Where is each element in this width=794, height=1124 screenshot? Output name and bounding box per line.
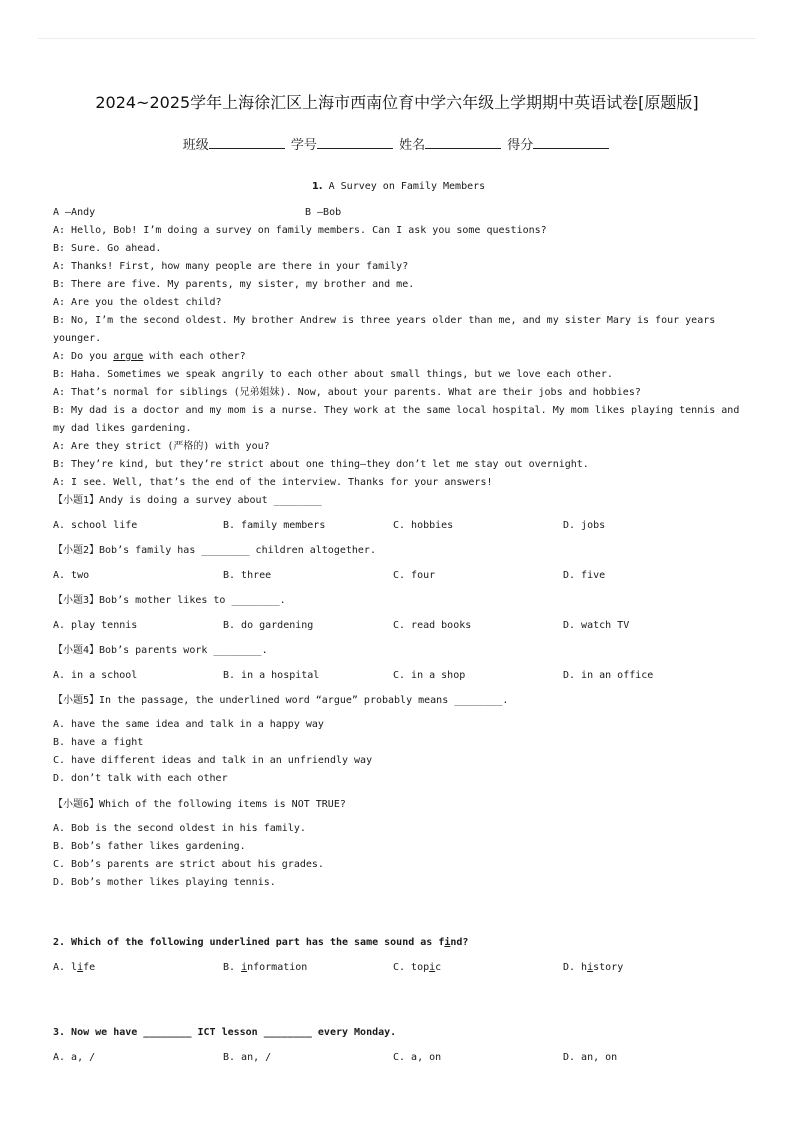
answer-option[interactable]: D. an, on	[563, 1052, 618, 1063]
dialogue	[53, 222, 744, 492]
answer-option[interactable]: B. an, /	[223, 1052, 272, 1063]
answer-option[interactable]: C. read books	[393, 620, 472, 631]
answer-option[interactable]: C. four	[393, 570, 436, 581]
underlined-text: i	[587, 962, 594, 973]
answer-option[interactable]: A. school life	[53, 520, 138, 531]
underlined-text: i	[444, 937, 451, 948]
section2-question: 2. Which of the following underlined part has the same sound as find?	[53, 937, 469, 948]
dialogue-line: B: There are five. My parents, my sister, my brother and me.	[53, 279, 415, 290]
info-label-class: 班级	[182, 138, 209, 153]
page-title: 2024~2025学年上海徐汇区上海市西南位育中学六年级上学期期中英语试卷[原题版]	[95, 93, 699, 112]
answer-option[interactable]: B. have a fight	[53, 737, 144, 748]
question-2-options	[53, 567, 744, 585]
dialogue-line: B: My dad is a doctor and my mom is a nurse. They work at the same local hospital. My mom likes playing tennis and my dad likes gardening.	[53, 405, 740, 434]
answer-option[interactable]: C. in a shop	[393, 670, 466, 681]
answer-option[interactable]: B. family members	[223, 520, 326, 531]
answer-option[interactable]: A. Bob is the second oldest in his family.	[53, 823, 306, 834]
answer-option[interactable]: A. two	[53, 570, 90, 581]
section1-number: 1.	[311, 181, 323, 192]
answer-option[interactable]: A. in a school	[53, 670, 138, 681]
answer-option[interactable]: D. watch TV	[563, 620, 630, 631]
question-1: 【小题1】Andy is doing a survey about ________	[53, 495, 322, 506]
underlined-text: argue	[113, 351, 144, 362]
dialogue-line: B: Haha. Sometimes we speak angrily to each other about small things, but we love each other.	[53, 369, 613, 380]
answer-option[interactable]: B. in a hospital	[223, 670, 320, 681]
question-3: 【小题3】Bob’s mother likes to ________.	[53, 595, 286, 606]
section1-title	[53, 178, 744, 196]
dialogue-line: A: That’s normal for siblings (兄弟姐妹). Now, about your parents. What are their jobs and hobbies?	[53, 387, 641, 398]
role-b: B —Bob	[305, 207, 342, 218]
question-3-options	[53, 617, 744, 635]
question-4-options	[53, 667, 744, 685]
question-1-options	[53, 517, 744, 535]
question-4: 【小题4】Bob’s parents work ________.	[53, 645, 268, 656]
student-info-bar	[0, 134, 794, 153]
dialogue-line: A: Do you argue with each other?	[53, 351, 246, 362]
answer-option[interactable]: A. life	[53, 962, 96, 973]
answer-option[interactable]: B. three	[223, 570, 272, 581]
name-blank[interactable]	[425, 136, 501, 149]
section3	[53, 1024, 744, 1067]
info-label-score: 得分	[507, 138, 534, 153]
dialogue-line: B: No, I’m the second oldest. My brother Andrew is three years older than me, and my sister Mary is four years younger.	[53, 315, 716, 344]
answer-option[interactable]: C. have different ideas and talk in an unfriendly way	[53, 755, 373, 766]
answer-option[interactable]: D. jobs	[563, 520, 606, 531]
info-label-name: 姓名	[399, 138, 426, 153]
section2-options	[53, 959, 744, 977]
dialogue-line: A: Hello, Bob! I’m doing a survey on family members. Can I ask you some questions?	[53, 225, 547, 236]
section3-question: 3. Now we have ________ ICT lesson ________ every Monday.	[53, 1027, 397, 1038]
info-label-id: 学号	[290, 138, 317, 153]
question-2: 【小题2】Bob’s family has ________ children altogether.	[53, 545, 376, 556]
answer-option[interactable]: D. history	[563, 962, 624, 973]
dialogue-line: B: Sure. Go ahead.	[53, 243, 162, 254]
dialogue-line: A: Are you the oldest child?	[53, 297, 222, 308]
section2	[53, 934, 744, 977]
underlined-text: i	[77, 962, 84, 973]
dialogue-line: A: Are they strict (严格的) with you?	[53, 441, 270, 452]
dialogue-line: A: Thanks! First, how many people are there in your family?	[53, 261, 409, 272]
id-blank[interactable]	[317, 136, 393, 149]
top-divider	[38, 38, 756, 39]
question-5-options	[53, 716, 744, 788]
section3-options	[53, 1049, 744, 1067]
answer-option[interactable]: B. do gardening	[223, 620, 314, 631]
answer-option[interactable]: A. play tennis	[53, 620, 138, 631]
answer-option[interactable]: C. Bob’s parents are strict about his grades.	[53, 859, 324, 870]
question-6-options	[53, 820, 744, 892]
answer-option[interactable]: C. topic	[393, 962, 442, 973]
role-a: A —Andy	[53, 207, 96, 218]
underlined-text: i	[241, 962, 248, 973]
class-blank[interactable]	[209, 136, 285, 149]
answer-option[interactable]: D. five	[563, 570, 606, 581]
underlined-text: i	[429, 962, 436, 973]
section1-questions	[53, 492, 744, 892]
question-6: 【小题6】Which of the following items is NOT TRUE?	[53, 799, 346, 810]
answer-option[interactable]: B. Bob’s father likes gardening.	[53, 841, 246, 852]
answer-option[interactable]: A. have the same idea and talk in a happy way	[53, 719, 324, 730]
exam-content	[53, 178, 744, 1074]
answer-option[interactable]: D. don’t talk with each other	[53, 773, 228, 784]
dialogue-line: A: I see. Well, that’s the end of the interview. Thanks for your answers!	[53, 477, 493, 488]
score-blank[interactable]	[533, 136, 609, 149]
section1-title-text: A Survey on Family Members	[328, 181, 486, 192]
answer-option[interactable]: D. in an office	[563, 670, 654, 681]
question-5: 【小题5】In the passage, the underlined word “argue” probably means ________.	[53, 695, 509, 706]
answer-option[interactable]: C. a, on	[393, 1052, 442, 1063]
dialogue-roles	[53, 204, 744, 222]
answer-option[interactable]: A. a, /	[53, 1052, 96, 1063]
answer-option[interactable]: D. Bob’s mother likes playing tennis.	[53, 877, 276, 888]
answer-option[interactable]: B. information	[223, 962, 308, 973]
answer-option[interactable]: C. hobbies	[393, 520, 454, 531]
dialogue-line: B: They’re kind, but they’re strict about one thing—they don’t let me stay out overnight.	[53, 459, 589, 470]
